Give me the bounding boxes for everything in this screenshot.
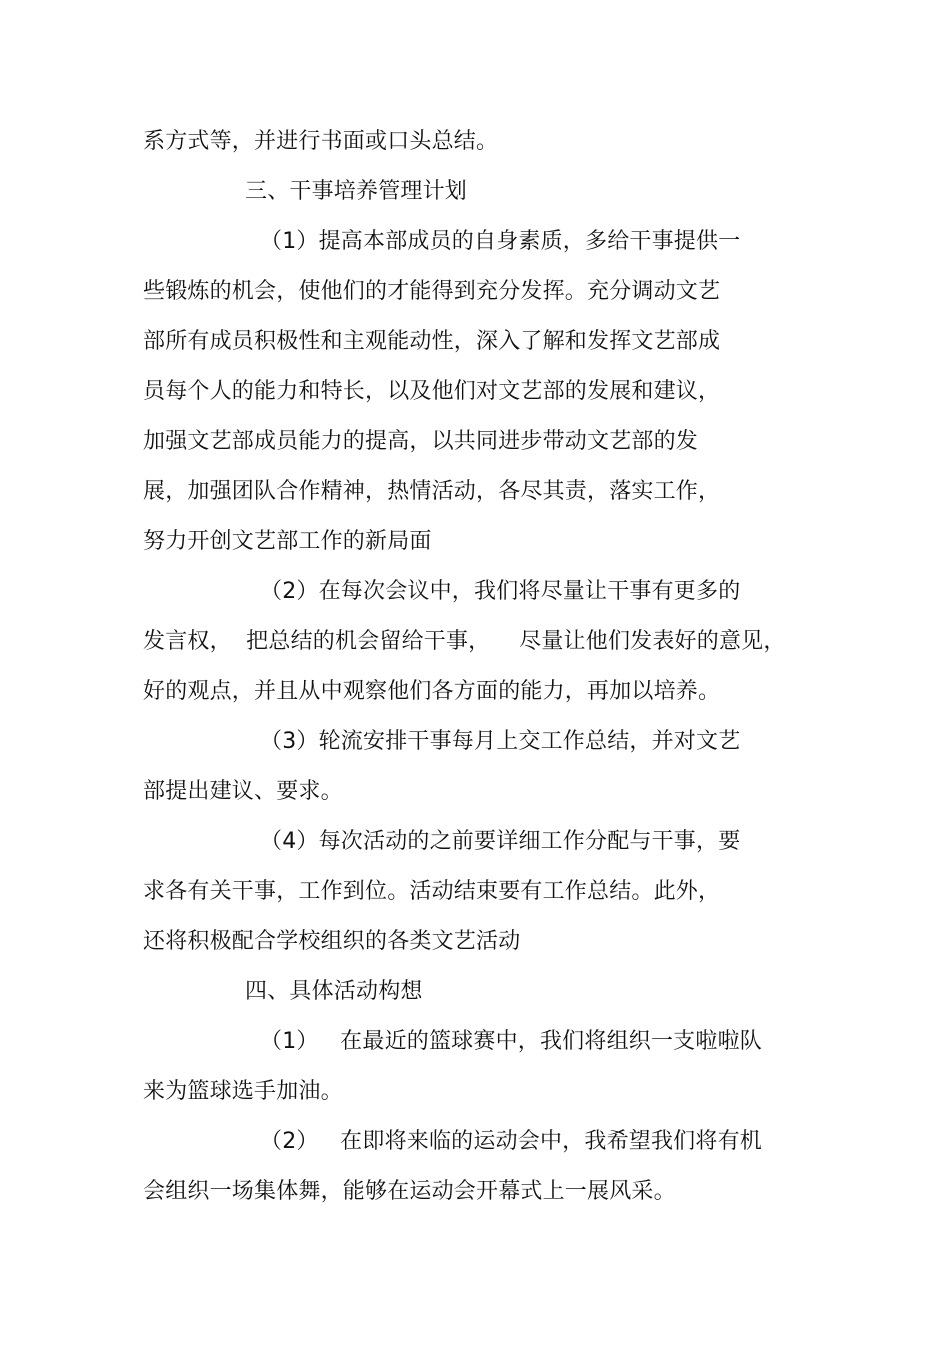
text-line: 员每个人的能力和特长，以及他们对文艺部的发展和建议， <box>143 379 721 404</box>
text-line: 求各有关干事，工作到位。活动结束要有工作总结。此外， <box>143 879 721 904</box>
paragraph-first-line: （2）在每次会议中，我们将尽量让干事有更多的 <box>260 579 741 604</box>
paragraph-first-line: （1）提高本部成员的自身素质，多给干事提供一 <box>260 229 741 254</box>
text-line: 部所有成员积极性和主观能动性，深入了解和发挥文艺部成 <box>143 329 721 354</box>
text-line: 努力开创文艺部工作的新局面 <box>143 529 432 554</box>
paragraph-first-line: （4）每次活动的之前要详细工作分配与干事，要 <box>260 829 741 854</box>
section-heading: 四、具体活动构想 <box>245 979 423 1004</box>
text-line: 部提出建议、要求。 <box>143 779 343 804</box>
paragraph-first-line: （1） 在最近的篮球赛中，我们将组织一支啦啦队 <box>260 1029 762 1054</box>
paragraph-first-line: （3）轮流安排干事每月上交工作总结，并对文艺 <box>260 729 741 754</box>
text-line: 展，加强团队合作精神，热情活动，各尽其责，落实工作， <box>143 479 721 504</box>
text-line: 发言权， 把总结的机会留给干事， 尽量让他们发表好的意见， <box>143 629 786 654</box>
text-line: 好的观点，并且从中观察他们各方面的能力，再加以培养。 <box>143 679 721 704</box>
text-line: 些锻炼的机会，使他们的才能得到充分发挥。充分调动文艺 <box>143 279 721 304</box>
text-line: 来为篮球选手加油。 <box>143 1079 343 1104</box>
text-line: 还将积极配合学校组织的各类文艺活动 <box>143 929 521 954</box>
text-line: 系方式等，并进行书面或口头总结。 <box>143 129 499 154</box>
paragraph-first-line: （2） 在即将来临的运动会中，我希望我们将有机 <box>260 1129 762 1154</box>
text-line: 会组织一场集体舞，能够在运动会开幕式上一展风采。 <box>143 1179 676 1204</box>
section-heading: 三、干事培养管理计划 <box>245 179 468 204</box>
text-line: 加强文艺部成员能力的提高，以共同进步带动文艺部的发 <box>143 429 699 454</box>
